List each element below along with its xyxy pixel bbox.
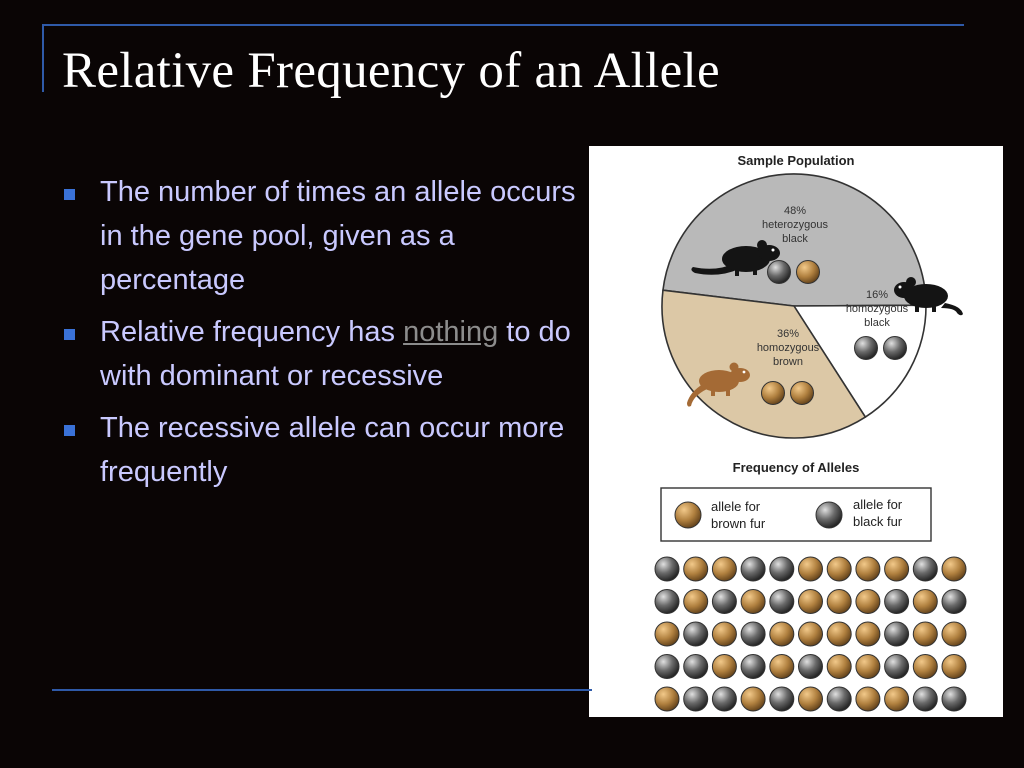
bullet-square-icon [64,189,75,200]
brown-allele-icon [712,557,736,581]
bullet-square-icon [64,425,75,436]
black-allele-icon [770,557,794,581]
slide-title: Relative Frequency of an Allele [62,43,720,99]
brown-allele-icon [856,655,880,679]
brown-allele-icon [799,687,823,711]
brown-allele-icon [770,622,794,646]
segment-label-black-line1: homozygous [845,303,909,315]
brown-allele-icon [770,655,794,679]
population-title: Sample Population [737,153,855,168]
segment-label-heterozygous-line2: black [782,233,808,245]
black-allele-icon [770,590,794,614]
bullet-text-2b: to do with dominant or recessive [100,316,571,392]
underlined-word: nothing [403,316,499,348]
brown-allele-icon [856,687,880,711]
brown-allele-icon [885,687,909,711]
brown-allele-icon [799,590,823,614]
black-allele-icon [712,590,736,614]
bullet-square-icon [64,329,75,340]
brown-allele-icon [712,655,736,679]
brown-allele-icon [799,622,823,646]
legend-brown-allele-icon [675,502,701,528]
brown-allele-icon [913,655,937,679]
black-allele-icon [885,590,909,614]
black-allele-icon [655,557,679,581]
black-allele-icon [712,687,736,711]
brown-allele-icon [655,687,679,711]
brown-allele-icon [942,557,966,581]
brown-allele-icon [827,655,851,679]
brown-allele-icon [856,557,880,581]
black-allele-icon [741,655,765,679]
segment-label-brown-percent: 36% [776,328,800,340]
title-rule-left [42,24,44,92]
black-allele-icon [827,687,851,711]
black-allele-icon [684,622,708,646]
black-allele-icon [770,687,794,711]
brown-allele-icon [827,590,851,614]
bullet-item-2 [62,310,582,398]
brown-allele-icon [712,622,736,646]
title-rule-top [42,24,964,26]
brown-allele-icon [885,557,909,581]
hetero-black-allele-icon [768,261,791,284]
segment-label-black-line2: black [864,317,890,329]
bullet-item-1 [62,170,582,302]
bullet-text-3: The recessive allele can occur more frequently [100,412,565,488]
brown-allele-icon [684,557,708,581]
homo-brown-allele-icon-1 [762,382,785,405]
brown-allele-icon [684,590,708,614]
black-allele-icon [913,687,937,711]
segment-label-heterozygous-line1: heterozygous [761,219,829,231]
black-allele-icon [913,557,937,581]
homo-black-allele-icon-1 [855,337,878,360]
bullet-item-3 [62,406,582,494]
black-allele-icon [655,655,679,679]
brown-allele-icon [942,655,966,679]
bullet-list [62,170,582,502]
bullet-text-1: The number of times an allele occurs in the gene pool, given as a percentage [100,176,576,296]
black-allele-icon [655,590,679,614]
segment-label-brown-line2: brown [773,356,803,368]
legend-black-line2: black fur [853,514,903,529]
brown-allele-icon [942,622,966,646]
allele-figure [589,146,1003,717]
brown-allele-icon [741,590,765,614]
legend-brown-line1: allele for [711,499,761,514]
brown-allele-icon [827,557,851,581]
bullet-text-2a: Relative frequency has [100,316,404,348]
brown-allele-icon [655,622,679,646]
legend-black-allele-icon [816,502,842,528]
brown-allele-icon [827,622,851,646]
allele-figure-svg [589,146,1003,717]
legend-brown-line2: brown fur [711,516,766,531]
brown-allele-icon [741,687,765,711]
black-allele-icon [942,590,966,614]
footer-rule [52,689,592,691]
brown-allele-icon [856,622,880,646]
homo-brown-allele-icon-2 [791,382,814,405]
brown-allele-icon [913,590,937,614]
brown-allele-icon [799,557,823,581]
black-allele-icon [885,622,909,646]
hetero-brown-allele-icon [797,261,820,284]
segment-label-black-percent: 16% [865,289,889,301]
homo-black-allele-icon-2 [884,337,907,360]
legend-black-line1: allele for [853,497,903,512]
frequency-title: Frequency of Alleles [732,460,860,475]
black-allele-icon [741,557,765,581]
brown-allele-icon [913,622,937,646]
black-allele-icon [799,655,823,679]
black-allele-icon [684,687,708,711]
allele-grid [655,557,966,711]
segment-label-brown-line1: homozygous [756,342,820,354]
black-allele-icon [684,655,708,679]
segment-label-heterozygous-percent: 48% [783,205,807,217]
black-allele-icon [885,655,909,679]
black-allele-icon [942,687,966,711]
brown-allele-icon [856,590,880,614]
black-allele-icon [741,622,765,646]
